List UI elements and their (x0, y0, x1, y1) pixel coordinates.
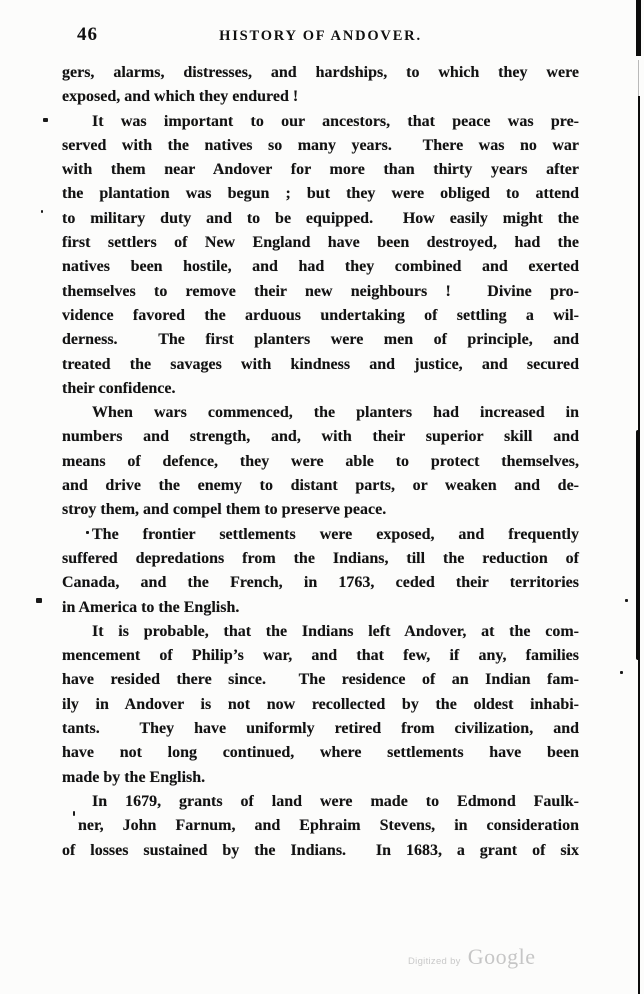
text-line: treated the savages with kindness and justice, and secured (62, 355, 579, 373)
page-header (62, 24, 579, 48)
text-line: have not long continued, where settlements have been (62, 744, 579, 762)
text-line: means of defence, they were able to protect themselves, (62, 452, 579, 470)
text-line: derness. The first planters were men of principle, and (62, 331, 579, 349)
text-line: of losses sustained by the Indians. In 1683, a grant of six (62, 841, 579, 859)
ink-speck (36, 598, 42, 603)
running-header-title: HISTORY OF ANDOVER. (219, 28, 422, 44)
ink-speck (625, 599, 628, 602)
ink-speck (86, 531, 89, 534)
text-line: tants. They have uniformly retired from civilization, and (62, 720, 579, 738)
text-line: with them near Andover for more than thirty years after (62, 161, 579, 179)
text-line: ner, John Farnum, and Ephraim Stevens, in consideration (78, 817, 579, 835)
ink-speck (620, 671, 623, 674)
scan-edge-line (636, 430, 640, 660)
page-text (62, 61, 579, 863)
text-line: vidence favored the arduous undertaking of settling a wil- (62, 306, 579, 324)
ink-speck (43, 118, 48, 122)
text-line: have resided there since. The residence of an Indian fam- (62, 671, 579, 689)
ink-speck (41, 210, 43, 213)
text-line: It is probable, that the Indians left Andover, at the com- (92, 622, 579, 640)
text-line: Canada, and the French, in 1763, ceded their territories (62, 574, 579, 592)
text-line: numbers and strength, and, with their superior skill and (62, 428, 579, 446)
ink-speck (73, 811, 75, 816)
text-line: in America to the English. (62, 598, 240, 616)
text-line: It was important to our ancestors, that peace was pre- (92, 112, 579, 130)
digitized-by-label: Digitized by (408, 956, 461, 967)
text-line: themselves to remove their new neighbours ! Divine pro- (62, 282, 579, 300)
google-watermark (408, 944, 535, 970)
text-line: first settlers of New England have been destroyed, had the (62, 234, 579, 252)
text-line: stroy them, and compel them to preserve peace. (62, 501, 387, 519)
text-line: natives been hostile, and had they combined and exerted (62, 258, 579, 276)
text-line: The frontier settlements were exposed, and frequently (92, 525, 579, 543)
text-line: and drive the enemy to distant parts, or weaken and de- (62, 477, 579, 495)
text-line: their confidence. (62, 379, 176, 397)
text-line: When wars commenced, the planters had increased in (92, 404, 579, 422)
scan-edge-line (636, 0, 641, 56)
text-line: served with the natives so many years. There was no war (62, 136, 579, 154)
text-line: In 1679, grants of land were made to Edmond Faulk- (92, 792, 579, 810)
text-line: suffered depredations from the Indians, till the reduction of (62, 549, 579, 567)
google-logo: Google (467, 944, 536, 969)
scan-edge-line (638, 60, 639, 96)
text-line: mencement of Philip’s war, and that few, if any, families (62, 647, 579, 665)
text-line: exposed, and which they endured ! (62, 88, 299, 106)
text-line: to military duty and to be equipped. How easily might the (62, 209, 579, 227)
page-number: 46 (77, 24, 98, 45)
text-line: the plantation was begun ; but they were obliged to attend (62, 185, 579, 203)
text-line: ily in Andover is not now recollected by the oldest inhabi- (62, 695, 579, 713)
text-line: made by the English. (62, 768, 206, 786)
text-line: gers, alarms, distresses, and hardships, to which they were (62, 64, 579, 81)
